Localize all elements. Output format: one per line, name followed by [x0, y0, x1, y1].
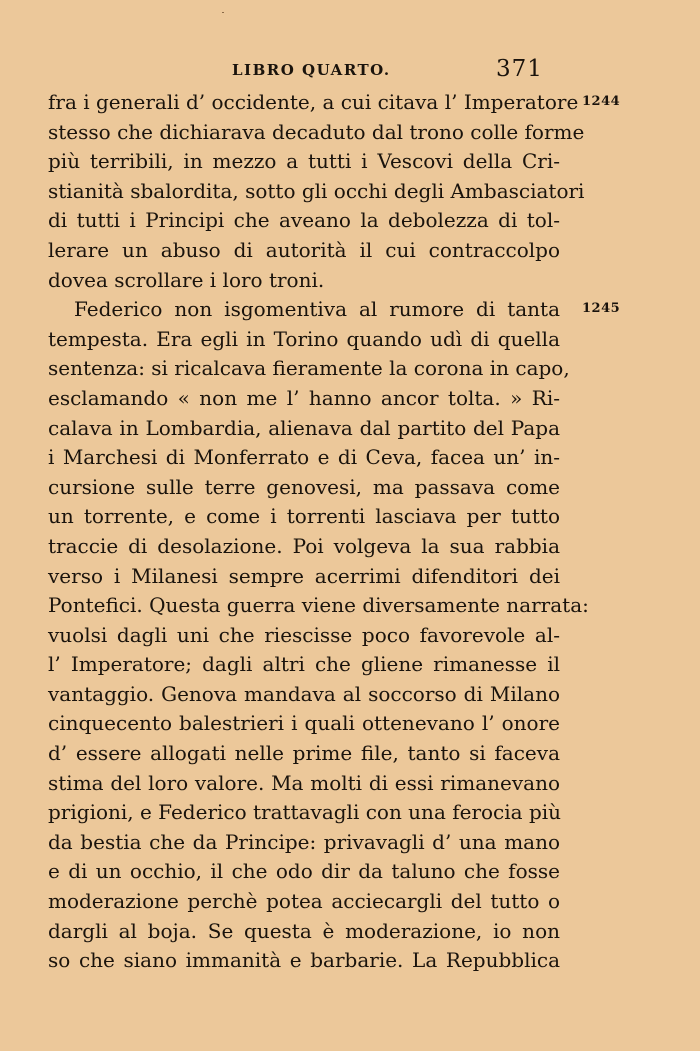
text-line: da bestia che da Principe: privavagli d’ una mano	[48, 829, 560, 854]
text-line: stesso che dichiarava decaduto dal trono colle forme	[48, 119, 585, 144]
text-line: l’ Imperatore; dagli altri che gliene rimanesse il	[48, 652, 560, 677]
text-line: cinquecento balestrieri i quali ottenevano l’ onore	[48, 711, 560, 736]
text-line: di tutti i Principi che aveano la debolezza di tol-	[48, 208, 560, 233]
text-line: traccie di desolazione. Poi volgeva la sua rabbia	[48, 533, 560, 558]
text-line: e di un occhio, il che odo dir da taluno che fosse	[48, 859, 560, 884]
margin-year-note: 1245	[582, 301, 621, 316]
text-line: più terribili, in mezzo a tutti i Vescovi della Cri-	[48, 149, 560, 174]
text-line: vantaggio. Genova mandava al soccorso di Milano	[48, 681, 560, 706]
text-line: sentenza: si ricalcava fieramente la corona in capo,	[48, 356, 570, 381]
text-line: stima del loro valore. Ma molti di essi rimanevano	[48, 770, 560, 795]
text-line: fra i generali d’ occidente, a cui citava l’ Imperatore	[48, 90, 579, 114]
text-line: dargli al boja. Se questa è moderazione, io non	[48, 918, 560, 943]
text-line: cursione sulle terre genovesi, ma passava come	[48, 474, 560, 499]
text-line: dovea scrollare i loro troni.	[48, 267, 325, 292]
text-line: prigioni, e Federico trattavagli con una ferocia più	[48, 800, 562, 825]
text-line: vuolsi dagli uni che riescisse poco favorevole al-	[48, 622, 560, 647]
text-line: Federico non isgomentiva al rumore di tanta	[74, 297, 560, 322]
page-number: 371	[496, 56, 543, 82]
text-line: lerare un abuso di autorità il cui contraccolpo	[48, 237, 560, 262]
text-line: moderazione perchè potea acciecargli del tutto o	[48, 889, 560, 914]
text-line: calava in Lombardia, alienava dal partito del Papa	[48, 415, 560, 440]
text-line: Pontefici. Questa guerra viene diversamente narrata:	[48, 593, 589, 618]
margin-year-note: 1244	[582, 94, 621, 109]
text-line: verso i Milanesi sempre acerrimi difenditori dei	[48, 563, 560, 588]
text-line: i Marchesi di Monferrato e di Ceva, facea un’ in-	[48, 445, 560, 470]
text-line: tempesta. Era egli in Torino quando udì di quella	[48, 326, 560, 351]
text-line: esclamando « non me l’ hanno ancor tolta. » Ri-	[48, 385, 560, 410]
text-line: un torrente, e come i torrenti lasciava per tutto	[48, 504, 560, 529]
text-line: d’ essere allogati nelle prime file, tanto si faceva	[48, 741, 560, 766]
text-line: so che siano immanità e barbarie. La Repubblica	[48, 948, 560, 973]
body-text	[48, 88, 589, 976]
paper-speck	[222, 12, 224, 13]
running-header: LIBRO QUARTO.	[232, 61, 391, 79]
text-line: stianità sbalordita, sotto gli occhi degli Ambasciatori	[48, 178, 585, 203]
